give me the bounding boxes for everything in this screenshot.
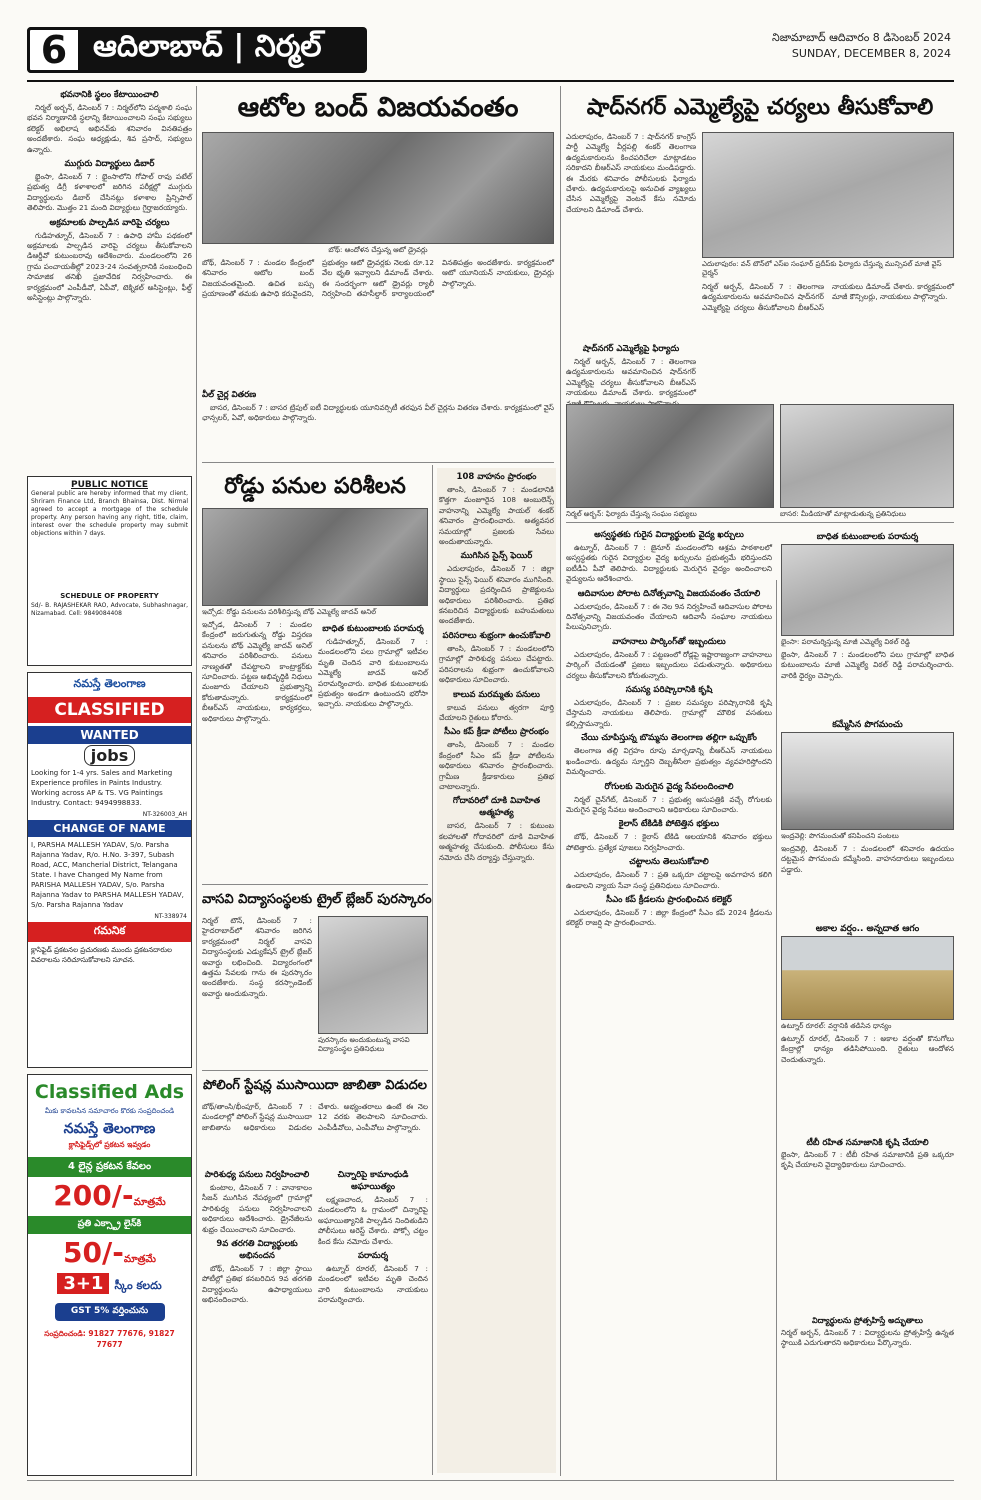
photo-caption: నిర్మల్ అర్బన్: ఫిర్యాదు చేస్తున్న సంఘం సభ్యులు xyxy=(566,510,697,518)
gst-note: GST 5% వర్తించును xyxy=(55,1303,165,1321)
price-label: 4 లైన్ల ప్రకటన కేవలం xyxy=(28,1157,191,1177)
article-body: భైంసా, డిసెంబర్ 7 : భైంసాలోని గోపాల్ రావు పటేల్ ప్రభుత్వ డిగ్రీ కళాశాలలో జరిగిన పరీక్షల్లో ముగ్గురు విద్యార్థులను డిబార్ చేసినట్లు కళాశాల ప్రిన్సిపాల్ తెలిపారు. మొత్తం 21 మంది విద్యార్థులు గైర్హాజరయ్యారు. xyxy=(27,172,192,213)
rain-paddy-photo xyxy=(781,936,954,1020)
promo-line: మీకు కావలసిన సమాచారం కొరకు సంప్రదించండి xyxy=(44,1107,175,1115)
column-divider xyxy=(196,86,197,1476)
condolence-photo xyxy=(781,544,954,636)
article-body: నిర్మల్ అర్బన్, డిసెంబర్ 7 : నిర్మల్‌లోని పద్మశాలి సంఘ భవన నిర్మాణానికి స్థలాన్ని కేటాయించాలని సంఘ సభ్యులు కలెక్టర్ అభిలాష అభినవ్‌కు శనివారం వినతిపత్రం అందజేశారు. సంఘ అధ్యక్షుడు, శివ ప్రసాద్, సభ్యులు ఉన్నారు. xyxy=(27,103,192,154)
article-body: భైంసా, డిసెంబర్ 7 : మండలంలోని పలు గ్రామాల్లో బాధిత కుటుంబాలను మాజీ ఎమ్మెల్యే విఠల్ రెడ్డి పరామర్శించారు. వారికి ధైర్యం చెప్పారు. xyxy=(781,650,954,680)
article-headline: పారిశుధ్య పనులు నిర్వహించాలి xyxy=(204,1170,310,1180)
polling-headline: పోలింగ్ స్టేషన్ల ముసాయిదా జాబితా విడుదల xyxy=(203,1078,427,1093)
article-body: ఉట్నూర్, డిసెంబర్ 7 : జైనూర్ మండలంలోని ఆశ్రమ పాఠశాలలో అస్వస్థతకు గురైన విద్యార్థుల వైద్య ఖర్చులను ప్రభుత్వమే భరిస్తుందని ఐటీడీఏ పీవో తెలిపారు. విద్యార్థులకు మెరుగైన వైద్యం అందించాలని వైద్యులను ఆదేశించారు. xyxy=(566,543,772,584)
article-headline: వీల్ చైర్ల వితరణ xyxy=(202,390,257,400)
article-body: కుంటాల, డిసెంబర్ 7 : వానాకాలం సీజన్ ముగిసిన నేపథ్యంలో గ్రామాల్లో పారిశుధ్య పనులు నిర్వహించాలని అధికారులు ఆదేశించారు. డ్రైనేజీలను శుభ్రం చేయించాలని సూచించారు. xyxy=(202,1183,312,1234)
classified-brand: నమస్తే తెలంగాణ xyxy=(73,677,146,690)
section-rule xyxy=(566,522,954,523)
left-column-articles xyxy=(27,86,192,471)
road-sub-article xyxy=(318,620,428,880)
article-headline: చట్టాలను తెలుసుకోవాలి xyxy=(629,857,709,868)
article-headline: కైలాస్ టేకిడికి పోటెత్తిన భక్తులు xyxy=(618,819,720,830)
ad-reference: NT-326003_AH xyxy=(142,811,187,818)
article-body: గుడిహత్నూర్, డిసెంబర్ 7 : మండలంలోని పలు గ్రామాల్లో ఇటీవల మృతి చెందిన వారి కుటుంబాలను ఎమ్మెల్యే జాదవ్ అనిల్ పరామర్శించారు. బాధిత కుటుంబాలకు ప్రభుత్వం అండగా ఉంటుందని భరోసా ఇచ్చారు. నాయకులు పాల్గొన్నారు. xyxy=(318,637,428,709)
article-headline: 9వ తరగతి విద్యార్థులకు అభినందన xyxy=(216,1239,298,1262)
photo-caption: బోథ్: ఆందోళన చేస్తున్న ఆటో డ్రైవర్లు xyxy=(328,246,428,254)
masthead-rule xyxy=(27,80,954,82)
article-body: తెలంగాణ తల్లి విగ్రహం రూపు మార్చడాన్ని బీఆర్ఎస్ నాయకులు ఖండించారు. ఉద్యమ స్ఫూర్తిని దెబ్బతీసేలా ప్రభుత్వం వ్యవహరిస్తోందని విమర్శించారు. xyxy=(566,746,772,777)
photo-caption: ఇంద్రవెల్లి: పొగమంచుతో కనిపించని పంటలు xyxy=(781,832,899,840)
road-photo xyxy=(202,508,428,606)
article-headline: అక్రమాలకు పాల్పడిన వారిపై చర్యలు xyxy=(49,217,170,228)
wanted-heading: WANTED xyxy=(28,726,191,744)
article-body: భైంసా, డిసెంబర్ 7 : టీబీ రహిత సమాజానికి ప్రతి ఒక్కరూ కృషి చేయాలని వైద్యాధికారులు సూచించారు. xyxy=(781,1150,954,1170)
article-headline: ముగిసిన సైన్స్ ఫెయిర్ xyxy=(460,551,533,562)
article-body: తాంసి, డిసెంబర్ 7 : మండలంలోని గ్రామాల్లో పారిశుధ్య పనులు చేపట్టారు. పరిసరాలను శుభ్రంగా ఉంచుకోవాలని అధికారులు సూచించారు. xyxy=(439,643,554,685)
section-rule xyxy=(202,884,428,885)
article-body: గుడిహత్నూర్, డిసెంబర్ 7 : ఉపాధి హామీ పథకంలో అక్రమాలకు పాల్పడిన వారిపై చర్యలు తీసుకోవాలని డిఆర్డీవో కుటుంబరావు ఆదేశించారు. మండలంలోని 26 గ్రామ పంచాయతీల్లో 2023-24 సంవత్సరానికి సంబంధించి సామాజిక తనిఖీ ప్రజావేదిక నిర్వహించారు. ఈ కార్యక్రమంలో ఎంపీడీవో, ఏపీవో, టెక్నికల్ అసిస్టెంట్లు, ఫీల్డ్ అసిస్టెంట్లు పాల్గొన్నారు. xyxy=(27,230,192,303)
photo-caption: ఎదులాపురం: వన్ టౌన్‌లో ఎస్ఐ సంఘార్ ప్రదీప్‌కు ఫిర్యాదు చేస్తున్న మున్సిపల్ మాజీ వైస్ చైర్మన్ xyxy=(702,260,942,277)
article-body: ఎదులాపురం, డిసెంబర్ 7 : ఈ నెల 9న నిర్వహించే ఆదివాసుల పోరాట దినోత్సవాన్ని విజయవంతం చేయాలని ఆదివాసీ సంఘాల నాయకులు పిలుపునిచ్చారు. xyxy=(566,601,772,632)
polling-left-articles xyxy=(202,1166,312,1474)
jobs-logo xyxy=(28,746,191,765)
article-headline: కమ్మేసిన పొగమంచు xyxy=(832,720,903,730)
gamanika-heading: గమనిక xyxy=(28,922,191,942)
article-headline: కాలువ మరమ్మతు పనులు xyxy=(453,689,540,700)
notice-body: General public are hereby informed that my client, Shriram Finance Ltd, Branch Bhainsa, Dist. Nirmal agreed to accept a mortgage of the schedule property. Any person having any right, title, claim, interest over the schedule property may submit objections within 7 days. xyxy=(31,490,188,537)
shadnagar-body: ఎదులాపురం, డిసెంబర్ 7 : షాద్‌నగర్ కాంగ్రెస్ పార్టీ ఎమ్మెల్యే వీర్లపల్లి శంకర్ తెలంగాణ ఉద్యమకారులను కించపరిచేలా మాట్లాడటం సరికాదని బీఆర్ఎస్ నాయకులు మండిపడ్డారు. ఈ మేరకు శనివారం పోలీసులకు ఫిర్యాదు చేశారు. ఉద్యమకారులపై అనుచిత వ్యాఖ్యలు చేసిన ఎమ్మెల్యేపై వెంటనే కేసు నమోదు చేయాలని డిమాండ్ చేశారు. xyxy=(566,132,696,214)
article-body: బోథ్, డిసెంబర్ 7 : జిల్లా స్థాయి పోటీల్లో ప్రతిభ కనబరిచిన 9వ తరగతి విద్యార్థులను ఉపాధ్యాయులు అభినందించారు. xyxy=(202,1264,312,1305)
photo-caption: భైంసా: పరామర్శిస్తున్న మాజీ ఎమ్మెల్యే విఠల్ రెడ్డి xyxy=(781,638,910,646)
jobs-text: jobs xyxy=(84,745,135,766)
article-headline: సీఎం కప్ క్రీడలను ప్రారంభించిన కలెక్టర్ xyxy=(606,894,732,905)
column-divider xyxy=(432,465,433,1475)
polling-right-articles xyxy=(318,1166,428,1474)
article-body: ఎదులాపురం, డిసెంబర్ 7 : పట్టణంలో రోడ్లపై ఇష్టారాజ్యంగా వాహనాలు పార్కింగ్ చేయడంతో ప్రజలు ఇబ్బందులు పడుతున్నారు. అధికారులు చర్యలు తీసుకోవాలని కోరుతున్నారు. xyxy=(566,649,772,680)
classified-title: CLASSIFIED xyxy=(28,697,191,723)
road-headline: రోడ్డు పనుల పరిశీలన xyxy=(224,474,406,499)
promo-line: క్లాసిఫైడ్స్‌లో ప్రకటన ఇవ్వడం xyxy=(68,1140,151,1149)
article-headline: చిన్నారిపై కామాంధుడి అఘాయిత్యం xyxy=(337,1170,409,1192)
article-headline: ముగ్గురు విద్యార్థులు డిబార్ xyxy=(64,159,155,170)
article-headline: షాద్‌నగర్ ఎమ్మెల్యేపై ఫిర్యాదు xyxy=(582,344,680,354)
column-divider xyxy=(776,580,777,1480)
section-rule xyxy=(202,462,554,463)
article-headline: 108 వాహనం ప్రారంభం xyxy=(456,472,537,482)
price-value xyxy=(28,1236,191,1269)
promo-title: Classified Ads xyxy=(34,1081,185,1103)
section-title: ఆదిలాబాద్ | నిర్మల్ xyxy=(93,29,322,64)
article-body: ఎదులాపురం, డిసెంబర్ 7 : ప్రతి ఒక్కరూ చట్టాలపై అవగాహన కలిగి ఉండాలని న్యాయ సేవా సంస్థ ప్రతినిధులు సూచించారు. xyxy=(566,870,772,890)
price-suffix: మాత్రమే xyxy=(133,1197,166,1208)
notice-footer: Sd/- B. RAJASHEKAR RAO, Advocate, Subhashnagar, Nizamabad. Cell: 9849084408 xyxy=(31,602,188,617)
article-headline: సీఎం కప్ క్రీడా పోటీలు ప్రారంభం xyxy=(444,727,549,738)
wheelchair-article xyxy=(202,386,554,460)
price-amount: 50/- xyxy=(63,1236,124,1269)
notice-schedule: SCHEDULE OF PROPERTY xyxy=(60,592,159,600)
public-notice-ad xyxy=(27,476,192,666)
article-headline: పరామర్శ xyxy=(357,1251,389,1262)
date-telugu: నిజామాబాద్ ఆదివారం 8 డిసెంబర్ 2024 xyxy=(772,31,951,44)
change-of-name-text: I, PARSHA MALLESH YADAV, S/o. Parsha Rajanna Yadav, R/o. H.No. 3-397, Subash Road, ACC, Mancherial District, Telangana State. I have Changed My Name from PARISHA MALLESH YADAV, S/o. Parsha Rajanna Yadav to PARSHA MALLESH YADAV, S/o. Parsha Rajanna Yadav xyxy=(31,841,184,909)
article-body: నిర్మల్ చైన్‌గేట్, డిసెంబర్ 7 : ప్రభుత్వ ఆసుపత్రికి వచ్చే రోగులకు మెరుగైన వైద్య సేవలు అందించాలని అధికారులు సూచించారు. xyxy=(566,794,772,814)
article-headline: రోగులకు మెరుగైన వైద్య సేవలందించాలి xyxy=(604,781,734,792)
article-body: తాంసి, డిసెంబర్ 7 : మండల కేంద్రంలో సీఎం కప్ క్రీడా పోటీలను అధికారులు శనివారం ప్రారంభించారు. గ్రామీణ క్రీడాకారులు ప్రతిభ చాటాలన్నారు. xyxy=(439,740,554,791)
article-headline: అకాల వర్షం.. అన్నదాత ఆగం xyxy=(815,924,920,934)
article-headline: చేయి చూపిస్తున్న బొమ్మను తెలంగాణ తల్లిగా ఒప్పుకోం xyxy=(581,733,757,744)
article-body: తాంసి, డిసెంబర్ 7 : మండలానికి కొత్తగా మంజూరైన 108 అంబులెన్స్ వాహనాన్ని ఎమ్మెల్యే పాయల్ శంకర్ శనివారం ప్రారంభించారు. అత్యవసర సమయాల్లో ప్రజలకు సేవలు అందుతాయన్నారు. xyxy=(439,485,554,547)
right-column-articles xyxy=(566,526,772,1474)
article-headline: భవనానికి స్థలం కేటాయించాలి xyxy=(60,90,159,100)
article-body: ఉట్నూర్ రూరల్, డిసెంబర్ 7 : అకాల వర్షంతో కొనుగోలు కేంద్రాల్లో ధాన్యం తడిసిపోయింది. రైతులు ఆందోళన చెందుతున్నారు. xyxy=(781,1034,954,1064)
article-body: బాసర, డిసెంబర్ 7 : బాసర ట్రిపుల్ ఐటీ విద్యార్థులకు యూనివర్సిటీ తరఫున వీల్ చైర్లను వితరణ చేశారు. కార్యక్రమంలో వైస్ ఛాన్సలర్, ఏవో, అధికారులు పాల్గొన్నారు. xyxy=(202,403,554,423)
article-body: ఉట్నూర్ రూరల్, డిసెంబర్ 7 : మండలంలో ఇటీవల మృతి చెందిన వారి కుటుంబాలను నాయకులు పరామర్శించారు. xyxy=(318,1264,428,1305)
article-body: ఎదులాపురం, డిసెంబర్ 7 : జిల్లా కేంద్రంలో సీఎం కప్ 2024 క్రీడలను కలెక్టర్ రాజర్షి షా ప్రారంభించారు. xyxy=(566,907,772,928)
article-headline: గోదావరిలో దూకి వివాహిత ఆత్మహత్య xyxy=(452,796,541,819)
article-body: ఎదులాపురం, డిసెంబర్ 7 : ప్రజల సమస్యల పరిష్కారానికి కృషి చేస్తామని నాయకులు తెలిపారు. గ్రామాల్లో మౌలిక వసతులు కల్పిస్తామన్నారు. xyxy=(566,698,772,728)
vasavi-headline: వాసవి విద్యాసంస్థలకు ట్రైల్ బ్లేజర్ పురస్కారం xyxy=(202,892,432,907)
road-body: ఇచ్చోడ, డిసెంబర్ 7 : మండల కేంద్రంలో జరుగుతున్న రోడ్డు విస్తరణ పనులను బోథ్ ఎమ్మెల్యే జాదవ్ అనిల్ శనివారం పరిశీలించారు. పనులు నాణ్యతతో చేపట్టాలని కాంట్రాక్టర్‌కు సూచించారు. పట్టణ అభివృద్ధికి నిధులు మంజూరు చేయాలని ప్రభుత్వాన్ని కోరుతామన్నారు. కార్యక్రమంలో బీఆర్ఎస్ నాయకులు, కార్యకర్తలు, అధికారులు పాల్గొన్నారు. xyxy=(202,620,312,723)
page-number: 6 xyxy=(27,27,81,73)
photo-caption: బాసర: మీడియాతో మాట్లాడుతున్న ప్రతినిధులు xyxy=(780,510,906,518)
classified-ads-promo xyxy=(27,1074,192,1476)
price-amount: 200/- xyxy=(53,1179,134,1212)
article-headline: ఆదివాసుల పోరాట దినోత్సవాన్ని విజయవంతం చేయాలి xyxy=(577,588,761,599)
photo-caption: ఇచ్చోడ: రోడ్డు పనులను పరిశీలిస్తున్న బోథ్ ఎమ్మెల్యే జాదవ్ అనిల్ xyxy=(202,608,377,616)
shadnagar-more: నిర్మల్ అర్బన్, డిసెంబర్ 7 : తెలంగాణ ఉద్యమకారులను అవమానించిన షాద్‌నగర్ ఎమ్మెల్యేపై చర్యలు తీసుకోవాలని బీఆర్ఎస్ నాయకులు డిమాండ్ చేశారు. కార్యక్రమంలో మాజీ కౌన్సిలర్లు, నాయకులు పాల్గొన్నారు. xyxy=(702,282,954,312)
polling-body: బోథ్/తాంసి/భీంపూర్, డిసెంబర్ 7 : మండలాల్లో పోలింగ్ స్టేషన్ల ముసాయిదా జాబితాను అధికారులు విడుదల చేశారు. అభ్యంతరాలు ఉంటే ఈ నెల 12 వరకు తెలపాలని సూచించారు. ఎంపీడీవోలు, ఎంపీవోలు పాల్గొన్నారు. xyxy=(202,1102,428,1132)
masthead-banner xyxy=(27,27,367,73)
vasavi-award-photo xyxy=(318,916,428,1034)
article-body: కాలువ పనులు త్వరగా పూర్తి చేయాలని రైతులు కోరారు. xyxy=(439,702,554,722)
basara-media-photo xyxy=(780,404,954,508)
shadnagar-photo xyxy=(702,132,954,258)
auto-bandh-headline: ఆటోల బంద్ విజయవంతం xyxy=(237,92,519,123)
shadnagar-headline: షాద్‌నగర్ ఎమ్మెల్యేపై చర్యలు తీసుకోవాలి xyxy=(586,95,934,120)
classified-ad xyxy=(27,672,192,1068)
auto-bandh-photo xyxy=(202,132,554,244)
vasavi-body: నిర్మల్ టౌన్, డిసెంబర్ 7 : హైదరాబాద్‌లో శనివారం జరిగిన కార్యక్రమంలో నిర్మల్ వాసవి విద్యాసంస్థలకు ఎడ్యుకేషన్ ట్రైల్ బ్లేజర్ అవార్డు లభించింది. విద్యారంగంలో ఉత్తమ సేవలకు గాను ఈ పురస్కారం అందజేశారు. సంస్థ కరస్పాండెంట్ అవార్డు అందుకున్నారు. xyxy=(202,916,312,998)
article-body: నిర్మల్ అర్బన్, డిసెంబర్ 7 : విద్యార్థులను ప్రోత్సహిస్తే ఉన్నత స్థాయికి ఎదుగుతారని అధికారులు పేర్కొన్నారు. xyxy=(781,1328,954,1348)
article-headline: సమస్య పరిష్కారానికి కృషి xyxy=(625,685,713,696)
article-headline: బాధిత కుటుంబాలకు పరామర్శ xyxy=(816,532,919,542)
price-label: ప్రతి ఎక్స్ట్రా లైన్‌కి xyxy=(28,1216,191,1234)
ad-reference: NT-338974 xyxy=(154,913,187,920)
offer-line xyxy=(28,1273,191,1295)
article-headline: వాహనాలు పార్కింగ్‌తో ఇబ్బందులు xyxy=(612,636,726,647)
dateline xyxy=(772,30,951,62)
article-body: ఇంద్రవెల్లి, డిసెంబర్ 7 : మండలంలో శనివారం ఉదయం దట్టమైన పొగమంచు కమ్మేసింది. వాహనదారులు ఇబ్బందులు పడ్డారు. xyxy=(781,844,954,874)
notice-title: PUBLIC NOTICE xyxy=(70,480,148,490)
article-headline: పరిసరాలు శుభ్రంగా ఉంచుకోవాలి xyxy=(442,630,551,641)
price-value xyxy=(28,1179,191,1212)
article-body: ఎదులాపురం, డిసెంబర్ 7 : జిల్లా స్థాయి సైన్స్ ఫెయిర్ శనివారం ముగిసింది. విద్యార్థులు ప్రదర్శించిన ప్రాజెక్టులను అధికారులు పరిశీలించారు. ప్రతిభ కనబరిచిన విద్యార్థులకు బహుమతులు అందజేశారు. xyxy=(439,564,554,626)
photo-caption: పురస్కారం అందుకుంటున్న వాసవి విద్యాసంస్థల ప్రతినిధులు xyxy=(318,1036,410,1053)
column-divider xyxy=(560,86,561,1476)
promo-phone: సంప్రదించండి: 91827 77676, 91827 77677 xyxy=(44,1329,175,1349)
article-body: లక్ష్మణచాంద, డిసెంబర్ 7 : మండలంలోని ఓ గ్రామంలో చిన్నారిపై అఘాయిత్యానికి పాల్పడిన నిందితుడిని పోలీసులు అరెస్ట్ చేశారు. పోక్సో చట్టం కింద కేసు నమోదు చేశారు. xyxy=(318,1195,428,1246)
auto-bandh-body: బోథ్, డిసెంబర్ 7 : మండల కేంద్రంలో శనివారం ఆటోల బంద్ విజయవంతమైంది. ఉచిత బస్సు ప్రయాణంతో తమకు ఉపాధి కరువైందని, ప్రభుత్వం ఆటో డ్రైవర్లకు నెలకు రూ.12 వేల భృతి ఇవ్వాలని డిమాండ్ చేశారు. ఈ సందర్భంగా ఆటో డ్రైవర్లు ర్యాలీ నిర్వహించి తహసీల్దార్ కార్యాలయంలో వినతిపత్రం అందజేశారు. కార్యక్రమంలో ఆటో యూనియన్ నాయకులు, డ్రైవర్లు పాల్గొన్నారు. xyxy=(202,258,554,299)
price-suffix: మాత్రమే xyxy=(123,1254,156,1265)
article-body: బోథ్, డిసెంబర్ 7 : కైలాస్ టేకిడి ఆలయానికి శనివారం భక్తులు పోటెత్తారు. ప్రత్యేక పూజలు నిర్వహించారు. xyxy=(566,832,772,852)
article-body: నిర్మల్ అర్బన్, డిసెంబర్ 7 : తెలంగాణ ఉద్యమకారులను అవమానించిన షాద్‌నగర్ ఎమ్మెల్యేపై చర్యలు తీసుకోవాలని బీఆర్ఎస్ నాయకులు డిమాండ్ చేశారు. కార్యక్రమంలో xyxy=(566,357,696,398)
mid-column-articles xyxy=(437,468,556,1473)
offer-suffix: స్కీం కలదు xyxy=(114,1279,162,1292)
article-headline: అస్వస్థతకు గురైన విద్యార్థులకు వైద్య ఖర్చులు xyxy=(594,530,744,540)
nirmal-complaint-photo xyxy=(566,404,774,508)
footer-rule xyxy=(27,1480,954,1481)
change-of-name-heading: CHANGE OF NAME xyxy=(28,820,191,837)
article-body: బాసర, డిసెంబర్ 7 : కుటుంబ కలహాలతో గోదావరిలో దూకి వివాహిత ఆత్మహత్య చేసుకుంది. పోలీసులు కేసు నమోదు చేసి దర్యాప్తు చేస్తున్నారు. xyxy=(439,821,554,862)
photo-caption: ఉట్నూర్ రూరల్: వర్షానికి తడిసిన ధాన్యం xyxy=(781,1022,892,1030)
article-headline: టీబీ రహిత సమాజానికి కృషి చేయాలి xyxy=(806,1138,929,1148)
article-headline: బాధిత కుటుంబాలకు పరామర్శ xyxy=(322,624,424,634)
shadnagar-sub-article xyxy=(566,340,696,400)
gamanika-text: క్లాసిఫైడ్ ప్రకటనల ప్రచురణకు ముందు ప్రకటనదారుల వివరాలను సరిచూసుకోవాలని సూచన. xyxy=(31,946,172,964)
offer-value: 3+1 xyxy=(57,1273,109,1294)
date-english: SUNDAY, DECEMBER 8, 2024 xyxy=(791,47,951,60)
promo-brand: నమస్తే తెలంగాణ xyxy=(63,1121,156,1137)
section-rule xyxy=(202,1070,428,1071)
fog-photo xyxy=(781,732,954,830)
article-headline: విద్యార్థులను ప్రోత్సహిస్తే అద్భుతాలు xyxy=(812,1316,923,1325)
wanted-text: Looking for 1-4 yrs. Sales and Marketing Experience profiles in Paints Industry. Working across AP & TS. VG Paintings Industry. Contact: 9494998833. xyxy=(31,769,173,807)
